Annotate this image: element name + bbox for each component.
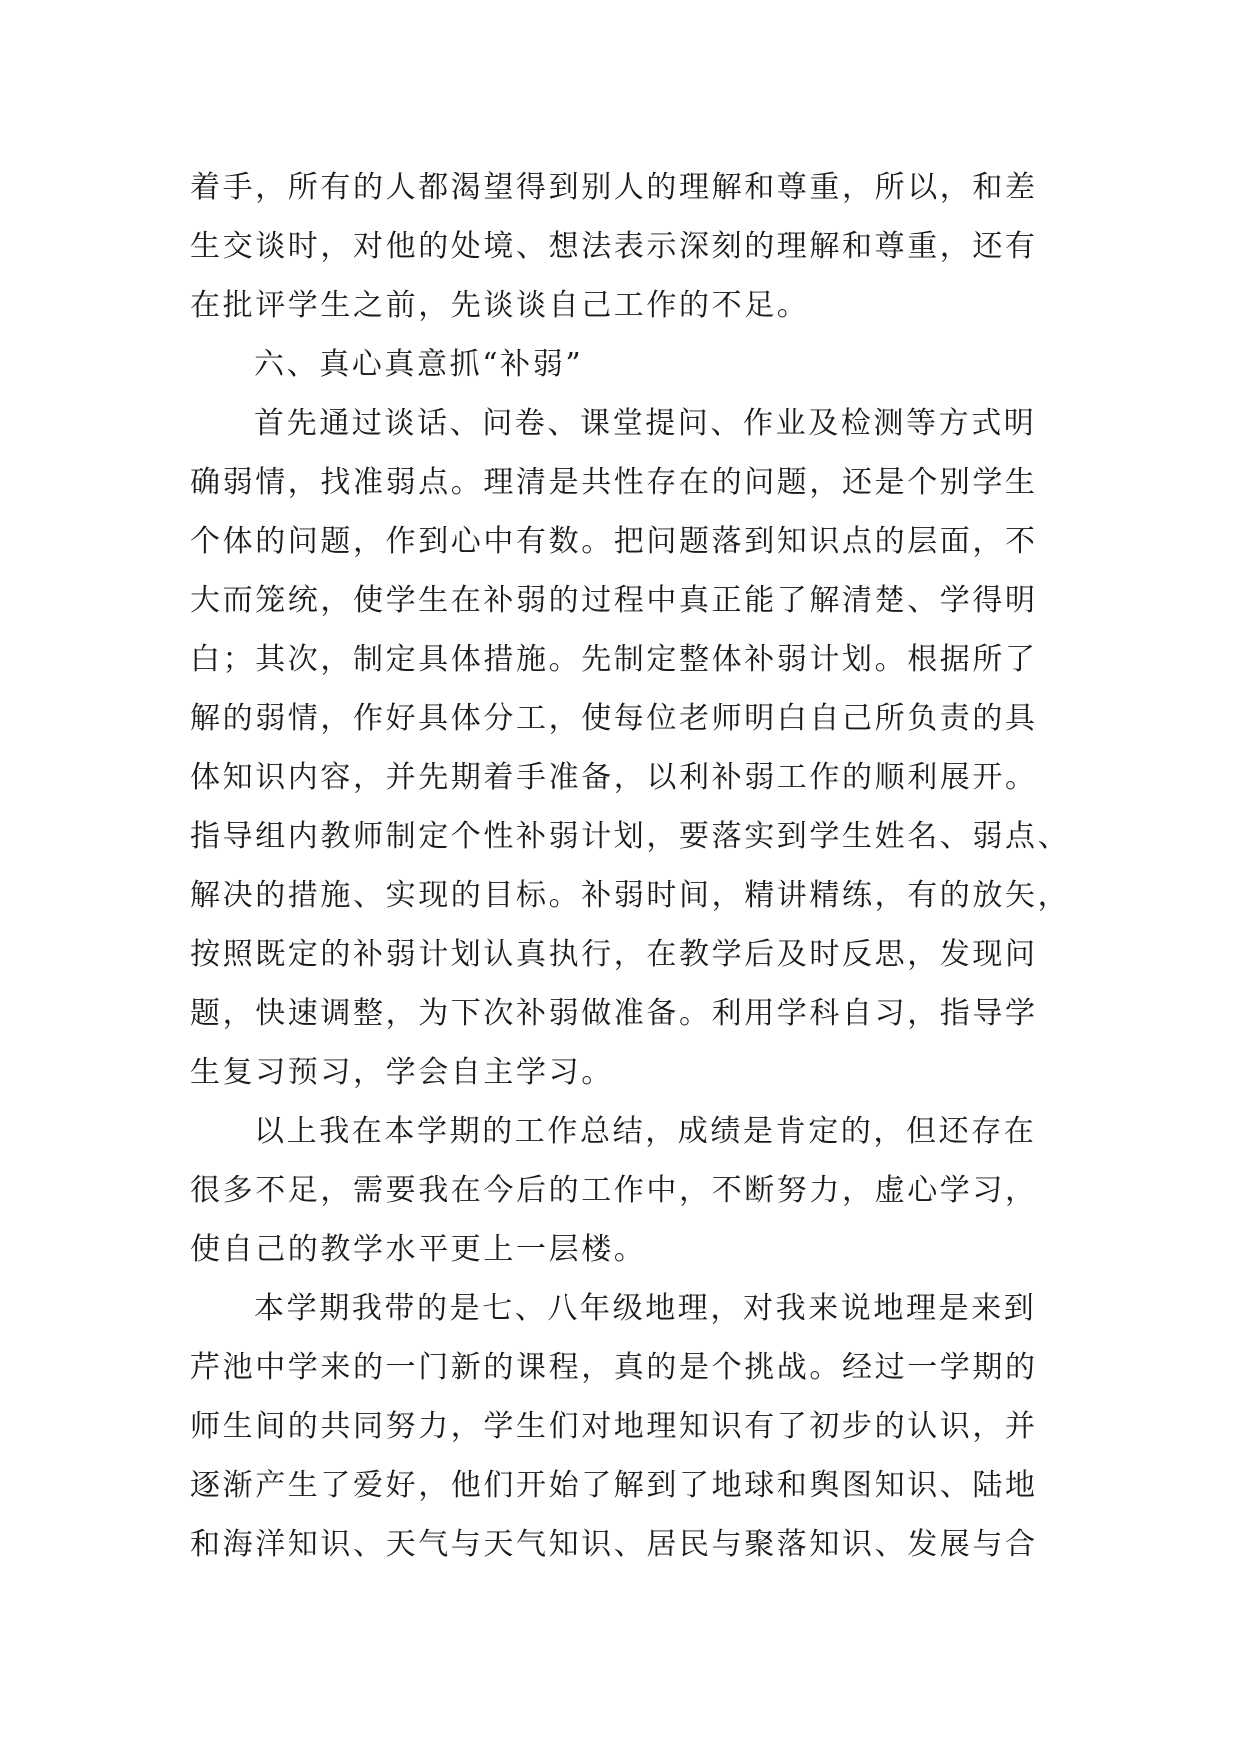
- text-line: 使自己的教学水平更上一层楼。: [190, 1232, 647, 1267]
- text-line: 体知识内容，并先期着手准备，以利补弱工作的顺利展开。: [190, 760, 1038, 795]
- text-line: 逐渐产生了爱好，他们开始了解到了地球和舆图知识、陆地: [190, 1468, 1038, 1503]
- text-line: 解的弱情，作好具体分工，使每位老师明白自己所负责的具: [190, 701, 1038, 736]
- text-line: 个体的问题，作到心中有数。把问题落到知识点的层面，不: [190, 524, 1038, 559]
- text-line: 芹池中学来的一门新的课程，真的是个挑战。经过一学期的: [190, 1350, 1038, 1385]
- text-line: 白；其次，制定具体措施。先制定整体补弱计划。根据所了: [190, 642, 1038, 677]
- document-body: [190, 158, 1071, 1574]
- text-line: 在批评学生之前，先谈谈自己工作的不足。: [190, 288, 810, 323]
- text-line: 生复习预习，学会自主学习。: [190, 1055, 614, 1090]
- text-line: 题，快速调整，为下次补弱做准备。利用学科自习，指导学: [190, 996, 1038, 1031]
- text-line: 和海洋知识、天气与天气知识、居民与聚落知识、发展与合: [190, 1527, 1038, 1562]
- text-line: 本学期我带的是七、八年级地理，对我来说地理是来到: [254, 1291, 1037, 1326]
- text-line: 生交谈时，对他的处境、想法表示深刻的理解和尊重，还有: [190, 229, 1038, 264]
- text-line: 确弱情，找准弱点。理清是共性存在的问题，还是个别学生: [190, 465, 1038, 500]
- text-line: 大而笼统，使学生在补弱的过程中真正能了解清楚、学得明: [190, 583, 1038, 618]
- text-line: 解决的措施、实现的目标。补弱时间，精讲精练，有的放矢，: [190, 878, 1071, 913]
- text-line: 指导组内教师制定个性补弱计划，要落实到学生姓名、弱点、: [190, 819, 1071, 854]
- text-line: 很多不足，需要我在今后的工作中，不断努力，虚心学习，: [190, 1173, 1038, 1208]
- text-line: 以上我在本学期的工作总结，成绩是肯定的，但还存在: [254, 1114, 1037, 1149]
- text-line: 首先通过谈话、问卷、课堂提问、作业及检测等方式明: [254, 406, 1037, 441]
- text-line: 师生间的共同努力，学生们对地理知识有了初步的认识，并: [190, 1409, 1038, 1444]
- text-line: 着手，所有的人都渴望得到别人的理解和尊重，所以，和差: [190, 170, 1038, 205]
- text-line: 六、真心真意抓“补弱”: [254, 347, 584, 382]
- text-line: 按照既定的补弱计划认真执行，在教学后及时反思，发现问: [190, 937, 1038, 972]
